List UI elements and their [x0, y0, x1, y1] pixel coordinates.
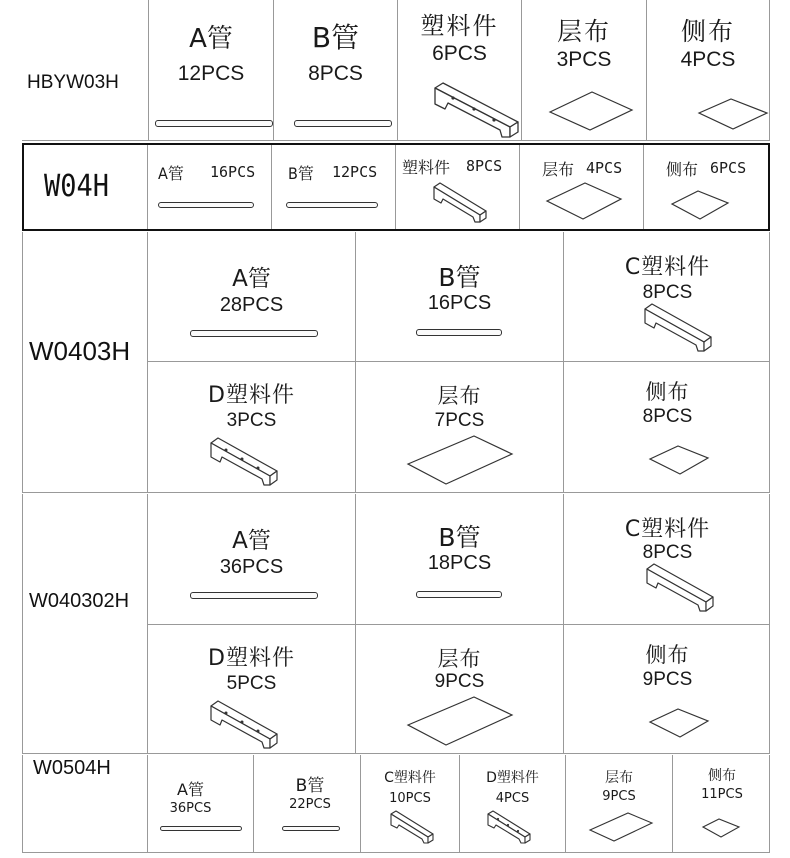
- item-cell-plastic-part: [395, 145, 519, 229]
- item-name: A管: [189, 24, 233, 54]
- item-qty: 8PCS: [642, 282, 693, 303]
- item-qty: 18PCS: [427, 552, 492, 574]
- item-name: 层布: [437, 384, 482, 408]
- item-qty: 8PCS: [308, 62, 363, 85]
- side-cloth-icon: [701, 817, 741, 839]
- item-qty: 4PCS: [680, 48, 736, 71]
- item-cell-a-tube: [147, 232, 355, 361]
- item-cell-c-plastic-part: [563, 494, 771, 624]
- side-cloth-icon: [648, 444, 710, 476]
- item-name: B管: [438, 263, 481, 292]
- item-qty: 11PCS: [701, 787, 743, 802]
- item-cell-plastic-part: [397, 0, 521, 141]
- item-name: 侧布: [645, 643, 690, 667]
- item-qty: 9PCS: [434, 671, 485, 692]
- item-cell-side-cloth: [672, 755, 771, 853]
- product-row-w0403h: [22, 232, 770, 493]
- item-name: D塑料件: [486, 770, 539, 786]
- item-name: C塑料件: [624, 517, 711, 542]
- side-cloth-icon: [648, 707, 710, 739]
- item-qty: 4PCS: [495, 791, 530, 806]
- plastic-connector-icon: [208, 699, 280, 751]
- item-name: 层布: [542, 160, 575, 179]
- product-code: W0403H: [29, 336, 131, 366]
- item-qty: 6PCS: [710, 159, 747, 177]
- side-cloth-icon: [697, 97, 769, 133]
- product-row-w040302h: [22, 494, 770, 754]
- item-name: A管: [232, 266, 271, 292]
- plastic-connector-icon: [389, 809, 435, 847]
- item-qty: 6PCS: [432, 42, 487, 65]
- tube-icon: [416, 591, 502, 598]
- item-name: B管: [288, 164, 314, 183]
- item-name: 侧布: [666, 160, 699, 179]
- item-qty: 8PCS: [466, 157, 503, 175]
- item-qty: 8PCS: [642, 542, 693, 563]
- item-cell-b-tube: [253, 755, 360, 853]
- shelf-cloth-icon: [545, 181, 623, 221]
- item-name: A管: [177, 780, 204, 799]
- plastic-connector-icon: [208, 436, 280, 488]
- item-qty: 5PCS: [226, 673, 277, 694]
- product-row-w04h: [22, 143, 770, 231]
- plastic-connector-icon: [644, 562, 716, 614]
- item-name: C塑料件: [624, 255, 711, 280]
- item-qty: 3PCS: [556, 48, 612, 71]
- item-cell-c-plastic-part: [563, 232, 771, 361]
- item-qty: 36PCS: [219, 556, 284, 578]
- side-cloth-icon: [670, 189, 730, 221]
- item-name: D塑料件: [208, 646, 295, 671]
- tube-icon: [158, 202, 254, 208]
- item-name: 层布: [437, 647, 482, 671]
- item-qty: 22PCS: [289, 797, 331, 812]
- product-row-w0504h: [22, 755, 770, 853]
- item-cell-d-plastic-part: [147, 625, 355, 754]
- product-row-hbyw03h: [22, 0, 770, 141]
- item-cell-shelf-cloth: [355, 625, 563, 754]
- item-cell-side-cloth: [643, 145, 768, 229]
- item-name: D塑料件: [208, 383, 295, 408]
- item-cell-c-plastic-part: [360, 755, 459, 853]
- item-cell-a-tube: [147, 145, 271, 229]
- item-qty: 7PCS: [434, 410, 485, 431]
- item-name: B管: [295, 776, 325, 796]
- tube-icon: [160, 826, 242, 831]
- item-cell-a-tube: [147, 494, 355, 624]
- item-cell-shelf-cloth: [519, 145, 643, 229]
- tube-icon: [286, 202, 378, 208]
- item-qty: 9PCS: [602, 789, 636, 804]
- item-cell-side-cloth: [563, 362, 771, 492]
- tube-icon: [155, 120, 273, 127]
- plastic-connector-icon: [486, 809, 532, 847]
- item-cell-side-cloth: [646, 0, 770, 141]
- tube-icon: [416, 329, 502, 336]
- item-name: 塑料件: [402, 158, 451, 177]
- item-cell-a-tube: [147, 755, 253, 853]
- shelf-cloth-icon: [406, 695, 514, 747]
- plastic-connector-icon: [431, 181, 489, 225]
- item-qty: 3PCS: [226, 410, 277, 431]
- item-qty: 28PCS: [219, 294, 284, 316]
- item-name: 层布: [556, 17, 611, 46]
- item-cell-side-cloth: [563, 625, 771, 754]
- item-name: 塑料件: [420, 12, 499, 40]
- plastic-connector-icon: [642, 302, 714, 354]
- item-qty: 16PCS: [210, 163, 256, 181]
- item-cell-shelf-cloth: [355, 362, 563, 492]
- shelf-cloth-icon: [588, 811, 654, 843]
- tube-icon: [294, 120, 392, 127]
- product-code: HBYW03H: [27, 72, 119, 93]
- item-name: B管: [438, 523, 481, 552]
- item-cell-shelf-cloth: [521, 0, 646, 141]
- item-name: B管: [311, 21, 360, 54]
- item-qty: 16PCS: [427, 292, 492, 314]
- tube-icon: [282, 826, 340, 831]
- item-qty: 8PCS: [642, 406, 693, 427]
- item-qty: 12PCS: [177, 62, 245, 85]
- item-cell-b-tube: [271, 145, 395, 229]
- tube-icon: [190, 330, 318, 337]
- item-name: 层布: [605, 770, 633, 786]
- item-name: A管: [232, 528, 271, 554]
- item-cell-d-plastic-part: [147, 362, 355, 492]
- shelf-cloth-icon: [406, 434, 514, 486]
- product-code: W04H: [44, 169, 110, 204]
- item-qty: 36PCS: [169, 801, 212, 816]
- item-cell-b-tube: [355, 494, 563, 624]
- item-name: 侧布: [708, 768, 736, 784]
- item-qty: 10PCS: [389, 791, 431, 806]
- item-qty: 12PCS: [332, 163, 378, 181]
- item-name: C塑料件: [384, 770, 436, 786]
- tube-icon: [190, 592, 318, 599]
- item-qty: 9PCS: [642, 669, 693, 690]
- item-qty: 4PCS: [586, 159, 623, 177]
- item-name: 侧布: [680, 17, 735, 46]
- item-cell-d-plastic-part: [459, 755, 565, 853]
- item-name: 侧布: [645, 380, 690, 404]
- item-name: A管: [158, 164, 184, 183]
- shelf-cloth-icon: [548, 90, 634, 132]
- item-cell-b-tube: [273, 0, 397, 141]
- item-cell-b-tube: [355, 232, 563, 361]
- product-code: W040302H: [29, 590, 130, 612]
- product-code: W0504H: [33, 757, 111, 779]
- item-cell-a-tube: [148, 0, 273, 141]
- plastic-connector-icon: [430, 80, 522, 142]
- item-cell-shelf-cloth: [565, 755, 672, 853]
